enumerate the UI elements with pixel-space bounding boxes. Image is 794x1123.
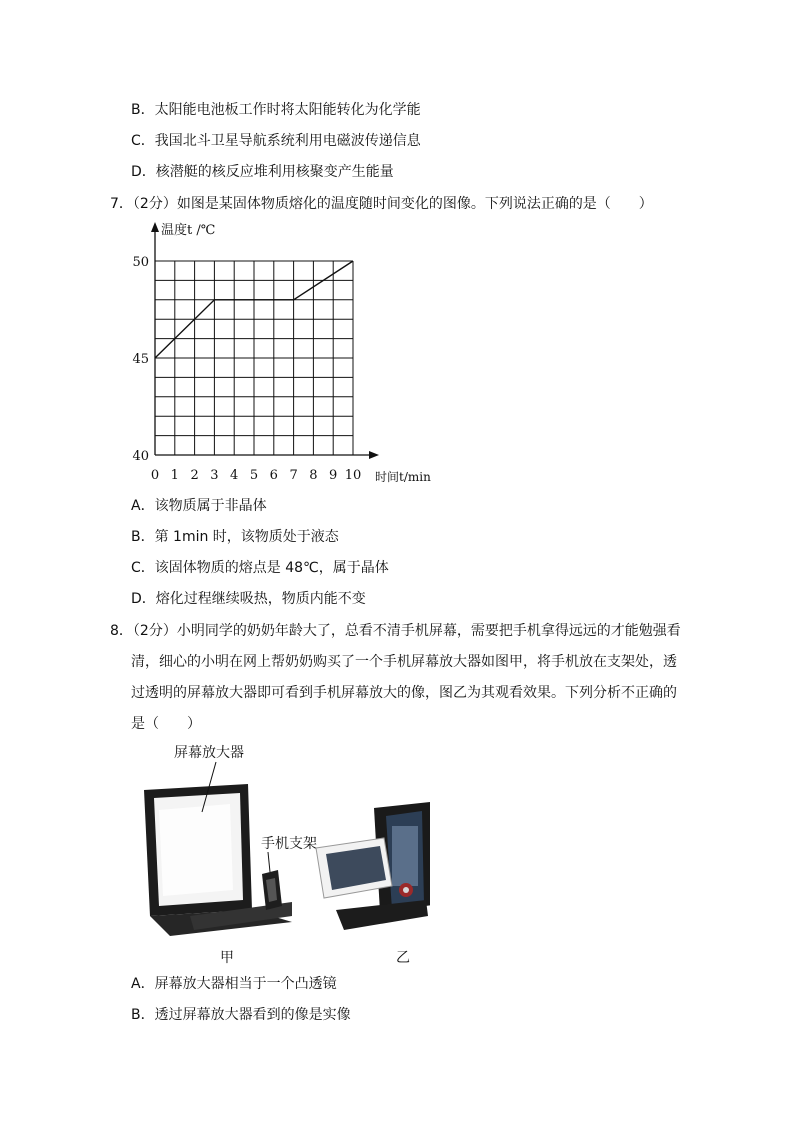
q7-option-b: B．第 1min 时，该物质处于液态 [131,529,339,545]
x-tick-label: 7 [289,468,298,483]
q7-option-c: C．该固体物质的熔点是 48℃，属于晶体 [131,560,389,576]
magnifier-device-jia [144,784,292,936]
caption-yi: 乙 [396,950,410,966]
x-tick-label: 1 [170,468,179,483]
q7-option-d: D．熔化过程继续吸热，物质内能不变 [131,591,366,607]
x-tick-label: 4 [230,468,239,483]
chart-grid [155,261,353,455]
caption-jia: 甲 [220,950,234,966]
x-tick-label: 8 [309,468,318,483]
x-tick-label: 2 [190,468,199,483]
x-tick-label: 10 [344,468,362,483]
x-tick-label: 0 [150,468,160,483]
q7-stem: 7．（2分）如图是某固体物质熔化的温度随时间变化的图像。下列说法正确的是（ ） [110,196,653,212]
x-tick-label: 9 [329,468,338,483]
q8-option-a: A．屏幕放大器相当于一个凸透镜 [131,976,337,992]
q8-stem-line1: 8．（2分）小明同学的奶奶年龄大了，总看不清手机屏幕，需要把手机拿得远远的才能勉强看 [110,623,681,639]
q8-stem-line2: 清，细心的小明在网上帮奶奶购买了一个手机屏幕放大器如图甲，将手机放在支架处，透 [131,654,677,670]
x-axis-label: 时间t/min [375,470,431,484]
y-axis-arrow [151,222,159,232]
label-stand: 手机支架 [261,836,317,852]
x-tick-label: 3 [210,468,219,483]
screen-magnifier-figure [130,740,430,970]
q6-option-d: D．核潜艇的核反应堆利用核聚变产生能量 [131,164,394,180]
q6-option-c: C．我国北斗卫星导航系统利用电磁波传递信息 [131,133,421,149]
x-axis-arrow [369,451,379,459]
y-tick-label: 50 [132,255,149,270]
magnifier-device-yi [316,798,430,930]
q8-stem-line4: 是（ ） [131,716,201,732]
melting-chart [125,218,455,490]
y-tick-label: 45 [132,352,149,367]
q8-stem-line3: 过透明的屏幕放大器即可看到手机屏幕放大的像，图乙为其观看效果。下列分析不正确的 [131,685,677,701]
label-magnifier: 屏幕放大器 [174,745,244,761]
q6-option-b: B．太阳能电池板工作时将太阳能转化为化学能 [131,102,421,118]
q8-option-b: B．透过屏幕放大器看到的像是实像 [131,1007,351,1023]
y-axis-label: 温度t /℃ [161,223,216,238]
chart-axes [151,222,379,459]
melting-chart-svg [125,218,455,490]
x-tick-label: 6 [269,468,278,483]
q7-option-a: A．该物质属于非晶体 [131,498,267,514]
x-tick-label: 5 [249,468,259,483]
y-tick-label: 40 [132,449,149,464]
magnifier-photo-illustration [130,740,430,970]
